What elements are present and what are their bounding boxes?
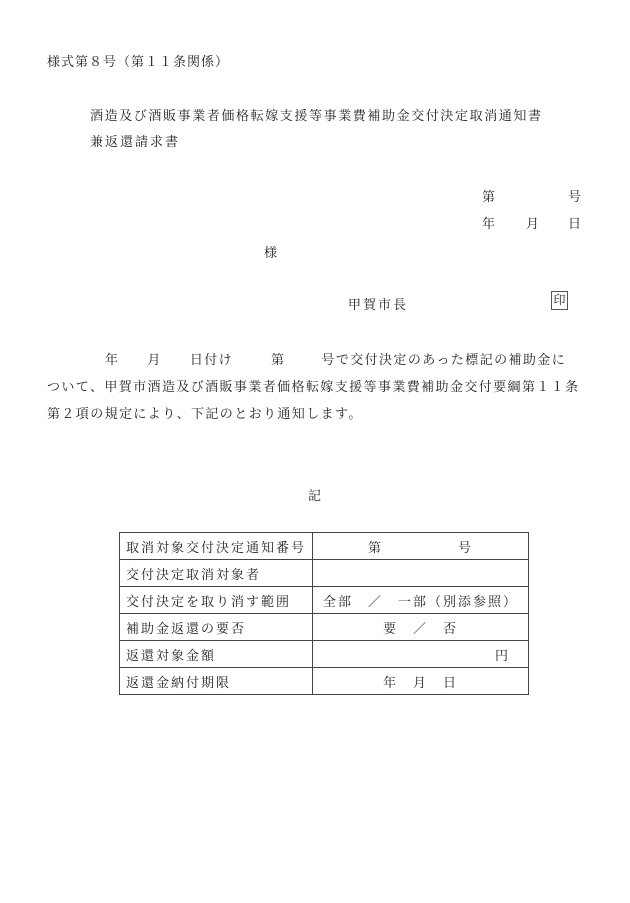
body-line-1 (47, 349, 566, 368)
row-label: 交付決定を取り消す範囲 (120, 587, 313, 614)
table-row (120, 587, 529, 614)
row-label: 補助金返還の要否 (120, 614, 313, 641)
row-value: 要 ／ 否 (313, 614, 529, 641)
row-label: 返還対象金額 (120, 641, 313, 668)
document-title-line1: 酒造及び酒販事業者価格転嫁支援等事業費補助金交付決定取消通知書 (90, 109, 543, 124)
row-value: 全部 ／ 一部（別添参照） (313, 587, 529, 614)
details-table (119, 532, 529, 695)
row-value (313, 560, 529, 587)
ki-heading: 記 (308, 489, 322, 504)
date-day: 日 (568, 217, 582, 232)
date-year: 年 (482, 217, 496, 232)
document-number-suffix: 号 (568, 190, 582, 205)
recipient-honorific: 様 (264, 246, 278, 261)
issuer-name: 甲賀市長 (348, 298, 409, 313)
row-value: 第 号 (313, 533, 529, 560)
form-number: 様式第８号（第１１条関係） (47, 55, 230, 70)
body-month: 月 (147, 353, 162, 368)
body-line-3: 第２項の規定により、下記のとおり通知します。 (47, 407, 363, 422)
body-day-dated: 日付け (189, 353, 234, 368)
body-dai: 第 (271, 353, 286, 368)
date-month: 月 (526, 217, 540, 232)
table-row (120, 560, 529, 587)
table-row (120, 533, 529, 560)
table-row (120, 668, 529, 695)
body-line-2: ついて、甲賀市酒造及び酒販事業者価格転嫁支援等事業費補助金交付要綱第１１条 (47, 380, 580, 395)
table-row (120, 641, 529, 668)
body-line1-rest: 号で交付決定のあった標記の補助金に (321, 353, 567, 368)
table-row (120, 614, 529, 641)
row-value: 円 (313, 641, 529, 668)
body-year: 年 (105, 353, 120, 368)
row-label: 取消対象交付決定通知番号 (120, 533, 313, 560)
document-number-prefix: 第 (482, 190, 496, 205)
document-title-line2: 兼返還請求書 (90, 135, 181, 150)
row-label: 交付決定取消対象者 (120, 560, 313, 587)
row-value: 年 月 日 (313, 668, 529, 695)
seal-mark: 印 (551, 291, 568, 310)
row-label: 返還金納付期限 (120, 668, 313, 695)
